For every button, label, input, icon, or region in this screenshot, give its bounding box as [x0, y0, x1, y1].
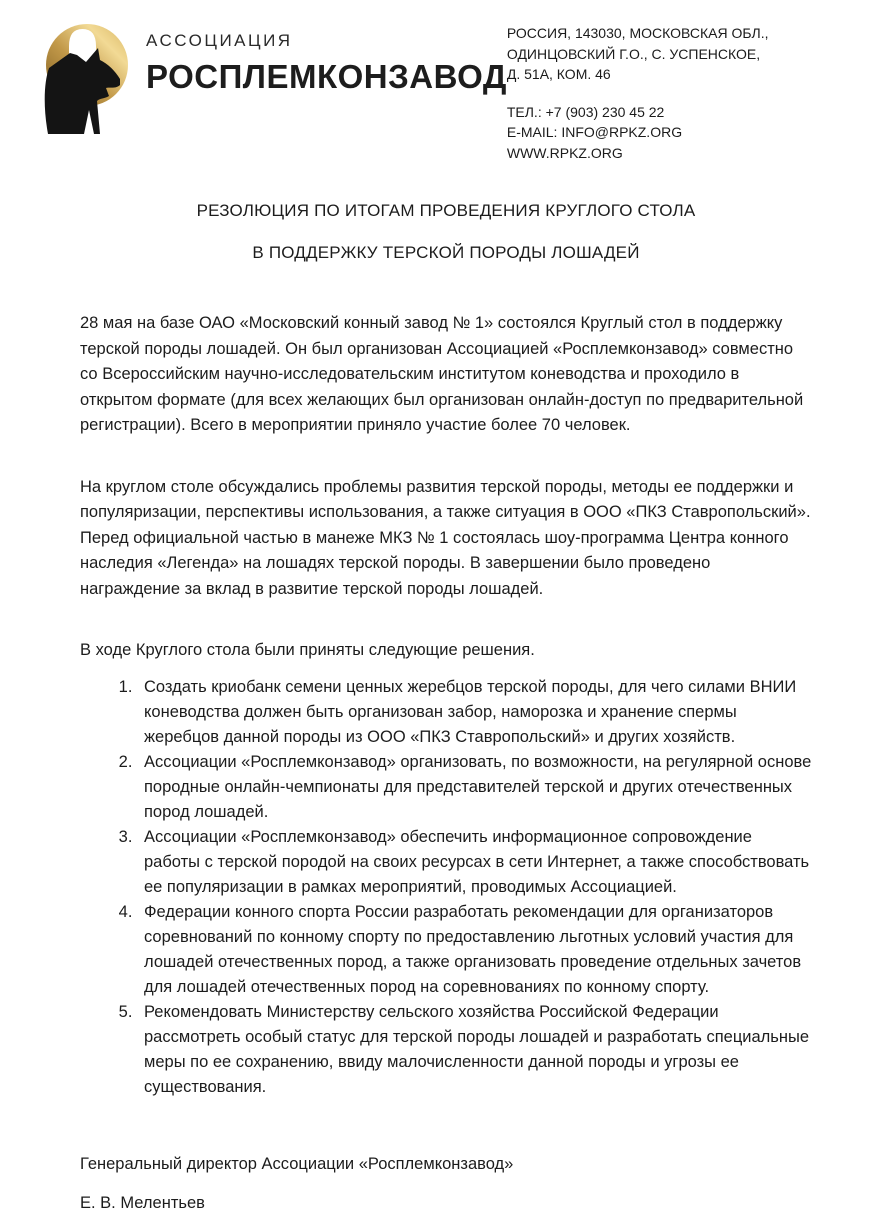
address-line-1: РОССИЯ, 143030, МОСКОВСКАЯ ОБЛ., — [506, 25, 769, 41]
letterhead — [0, 0, 890, 163]
document-title-line1: РЕЗОЛЮЦИЯ ПО ИТОГАМ ПРОВЕДЕНИЯ КРУГЛОГО СТОЛА — [196, 201, 696, 220]
address-line-3: Д. 51А, КОМ. 46 — [506, 66, 611, 82]
document-title-line2: В ПОДДЕРЖКУ ТЕРСКОЙ ПОРОДЫ ЛОШАДЕЙ — [252, 243, 640, 262]
decision-item-5: 5. Рекомендовать Министерству сельского хозяйства Российской Федерации рассмотреть особый статус для терской породы лошадей и разработать специальные меры по ее сохранению, ввиду малочисленности данной породы и угрозы ее существования. — [137, 1000, 812, 1100]
brand-association-label: АССОЦИАЦИЯ — [146, 31, 293, 50]
decisions-intro: В ходе Круглого стола были приняты следующие решения. — [80, 641, 535, 659]
contact-details-block — [507, 102, 832, 164]
paragraph-discussion: На круглом столе обсуждались проблемы развития терской породы, методы ее поддержки и популяризации, перспективы использования, а также ситуация в ООО «ПКЗ Ставропольский». Перед официальной частью в манеже МКЗ № 1 состоялась шоу-программа Центра конного наследия «Легенда» на лошадях терской породы. В завершении было проведено награждение за вклад в развитие терской породы лошадей. — [80, 477, 811, 598]
horse-head-icon — [40, 22, 132, 134]
brand-text — [146, 22, 507, 96]
document-body — [0, 201, 890, 1216]
brand-block — [40, 22, 507, 134]
paragraph-event-summary: 28 мая на базе ОАО «Московский конный завод № 1» состоялся Круглый стол в поддержку терской породы лошадей. Он был организован Ассоциацией «Росплемконзавод» совместно со Всероссийским научно-исследовательским институтом коневодства и проходило в открытом формате (для всех желающих был организован онлайн-доступ по предварительной регистрации). Всего в мероприятии приняло участие более 70 человек. — [80, 314, 804, 434]
website-line: WWW.RPKZ.ORG — [506, 144, 623, 161]
address-block — [507, 23, 832, 85]
signature-role: Генеральный директор Ассоциации «Росплемконзавод» — [80, 1154, 514, 1173]
decision-item-1: 1. Создать криобанк семени ценных жеребцов терской породы, для чего силами ВНИИ коневодства должен быть организован забор, наморозка и хранение спермы жеребцов данной породы из ООО «ПКЗ Ставропольский» и других хозяйств. — [137, 675, 812, 750]
decision-item-3: 3. Ассоциации «Росплемконзавод» обеспечить информационное сопровождение работы с терской породой на своих ресурсах в сети Интернет, а также способствовать ее популяризации в рамках мероприятий, проводимых Ассоциацией. — [137, 825, 812, 900]
association-logo — [40, 22, 132, 134]
contact-block — [507, 22, 832, 163]
phone-line: ТЕЛ.: +7 (903) 230 45 22 — [506, 103, 665, 120]
email-line: E-MAIL: INFO@RPKZ.ORG — [506, 124, 683, 140]
address-line-2: ОДИНЦОВСКИЙ Г.О., С. УСПЕНСКОЕ, — [506, 45, 761, 62]
brand-name: РОСПЛЕМКОНЗАВОД — [146, 58, 507, 95]
signature-name: Е. В. Мелентьев — [80, 1193, 205, 1212]
decision-item-2: 2. Ассоциации «Росплемконзавод» организовать, по возможности, на регулярной основе породные онлайн-чемпионаты для представителей терской и других отечественных пород лошадей. — [137, 750, 812, 825]
document-title — [80, 201, 812, 263]
decisions-list — [80, 675, 812, 1100]
decision-item-4: 4. Федерации конного спорта России разработать рекомендации для организаторов соревнований по конному спорту по предоставлению льготных условий участия для лошадей отечественных пород, а также организовать проведение отдельных зачетов для лошадей отечественных пород на соревнованиях по конному спорту. — [137, 900, 812, 1000]
